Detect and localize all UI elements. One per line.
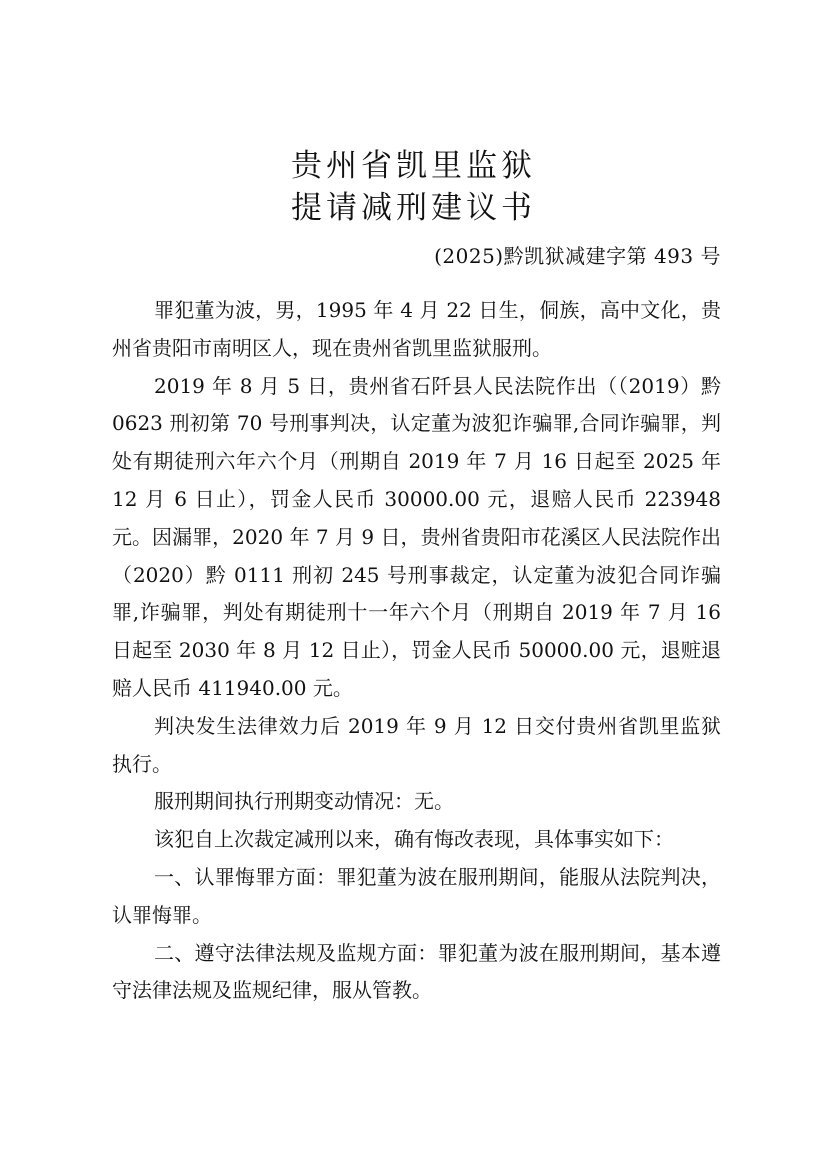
paragraph-admission-of-guilt: 一、认罪悔罪方面：罪犯董为波在服刑期间，能服从法院判决，认罪悔罪。	[112, 864, 721, 927]
paragraph-sentence-changes: 服刑期间执行刑期变动情况：无。	[154, 789, 454, 814]
document-title-line2: 提请减刑建议书	[291, 190, 536, 226]
paragraph-compliance: 二、遵守法律法规及监规方面：罪犯董为波在服刑期间，基本遵守法律法规及监规纪律，服从管教。	[112, 940, 721, 1003]
document-body	[112, 292, 721, 1010]
document-number: (2025)黔凯狱减建字第 493 号	[434, 244, 721, 268]
paragraph-judgment-history: 2019 年 8 月 5 日，贵州省石阡县人民法院作出（（2019）黔 0623 刑初第 70 号刑事判决，认定董为波犯诈骗罪,合同诈骗罪，判处有期徒刑六年六个月（刑期自 2019 年 7 月 16 日起至 2025 年 12 月 6 日止），罚金人民币 30000.00 元，退赔人民币 223948 元。因漏罪，2020 年 7 月 9 日，贵州省贵阳市花溪区人民法院作出（2020）黔 0111 刑初 245 号刑事裁定，认定董为波犯合同诈骗罪,诈骗罪，判处有期徒刑十一年六个月（刑期自 2019 年 7 月 16 日起至 2030 年 8 月 12 日止），罚金人民币 50000.00 元，退赃退赔人民币 411940.00 元。	[112, 373, 721, 700]
paragraph-personal-info: 罪犯董为波，男，1995 年 4 月 22 日生，侗族，高中文化，贵州省贵阳市南明区人，现在贵州省凯里监狱服刑。	[112, 298, 721, 360]
paragraph-repentance-intro: 该犯自上次裁定减刑以来，确有悔改表现，具体事实如下：	[154, 827, 674, 852]
paragraph-delivery: 判决发生法律效力后 2019 年 9 月 12 日交付贵州省凯里监狱执行。	[112, 713, 721, 776]
document-title-line1: 贵州省凯里监狱	[291, 148, 536, 184]
